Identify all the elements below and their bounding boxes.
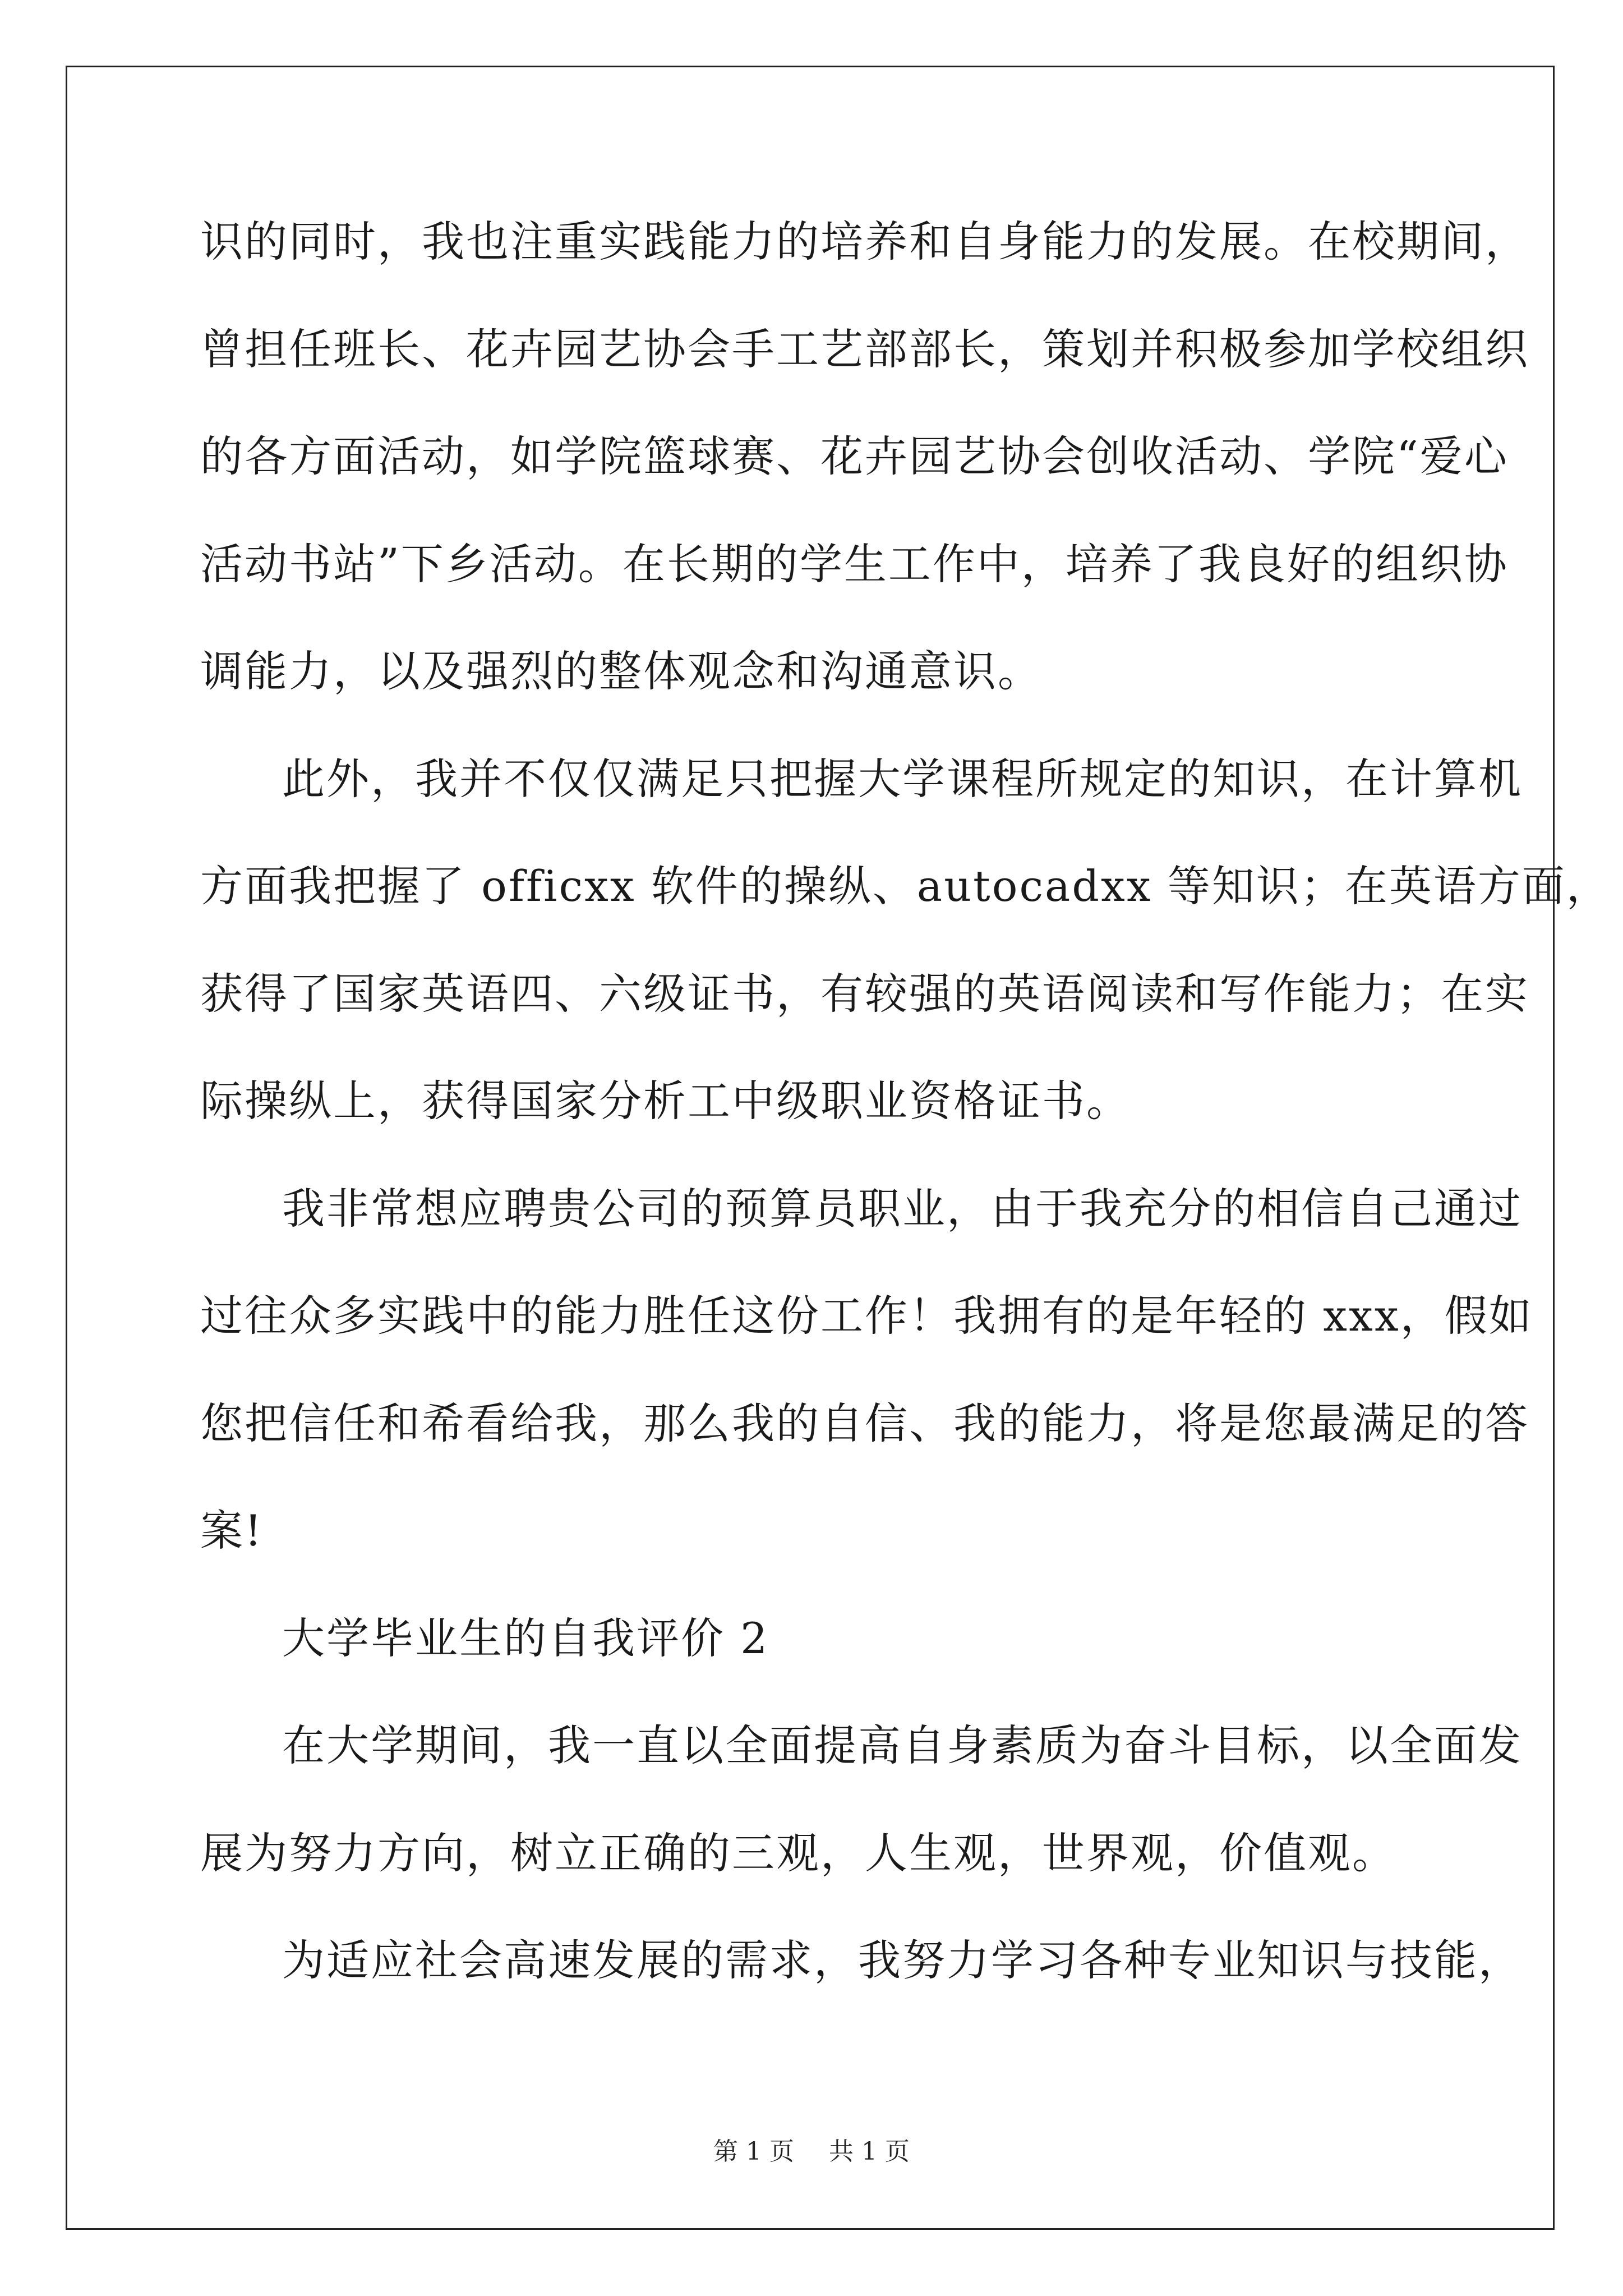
document-body <box>200 188 1611 2014</box>
text-line: 际操纵上，获得国家分析工中级职业资格证书。 <box>200 1076 1131 1126</box>
text-line: 获得了国家英语四、六级证书，有较强的英语阅读和写作能力；在实 <box>200 968 1529 1019</box>
text-line: 展为努力方向，树立正确的三观，人生观，世界观，价值观。 <box>200 1828 1396 1878</box>
paragraph-first-line: 为适应社会高速发展的需求，我努力学习各种专业知识与技能， <box>282 1935 1523 1985</box>
text-line: 案! <box>200 1506 264 1556</box>
text-line: 过往众多实践中的能力胜任这份工作！我拥有的是年轻的 xxx，假如 <box>200 1291 1533 1341</box>
paragraph-first-line: 此外，我并不仅仅满足只把握大学课程所规定的知识，在计算机 <box>282 753 1523 804</box>
paragraph-first-line: 我非常想应聘贵公司的预算员职业，由于我充分的相信自己通过 <box>282 1183 1523 1234</box>
section-heading: 大学毕业生的自我评价 2 <box>282 1613 769 1663</box>
page-number-total: 共 1 页 <box>829 2137 910 2166</box>
text-line: 的各方面活动，如学院篮球赛、花卉园艺协会创收活动、学院“爱心 <box>200 431 1509 481</box>
text-line: 活动书站”下乡活动。在长期的学生工作中，培养了我良好的组织协 <box>200 539 1509 589</box>
page-number-current: 第 1 页 <box>713 2137 794 2166</box>
paragraph-first-line: 在大学期间，我一直以全面提高自身素质为奋斗目标，以全面发 <box>282 1720 1523 1770</box>
text-line: 调能力，以及强烈的整体观念和沟通意识。 <box>200 646 1042 696</box>
text-line: 曾担任班长、花卉园艺协会手工艺部部长，策划并积极参加学校组织 <box>200 324 1529 374</box>
page-footer <box>0 2135 1623 2169</box>
text-line: 您把信任和希看给我，那么我的自信、我的能力，将是您最满足的答 <box>200 1398 1529 1448</box>
text-line: 识的同时，我也注重实践能力的培养和自身能力的发展。在校期间， <box>200 217 1529 266</box>
text-line: 方面我把握了 officxx 软件的操纵、autocadxx 等知识；在英语方面， <box>200 861 1611 911</box>
